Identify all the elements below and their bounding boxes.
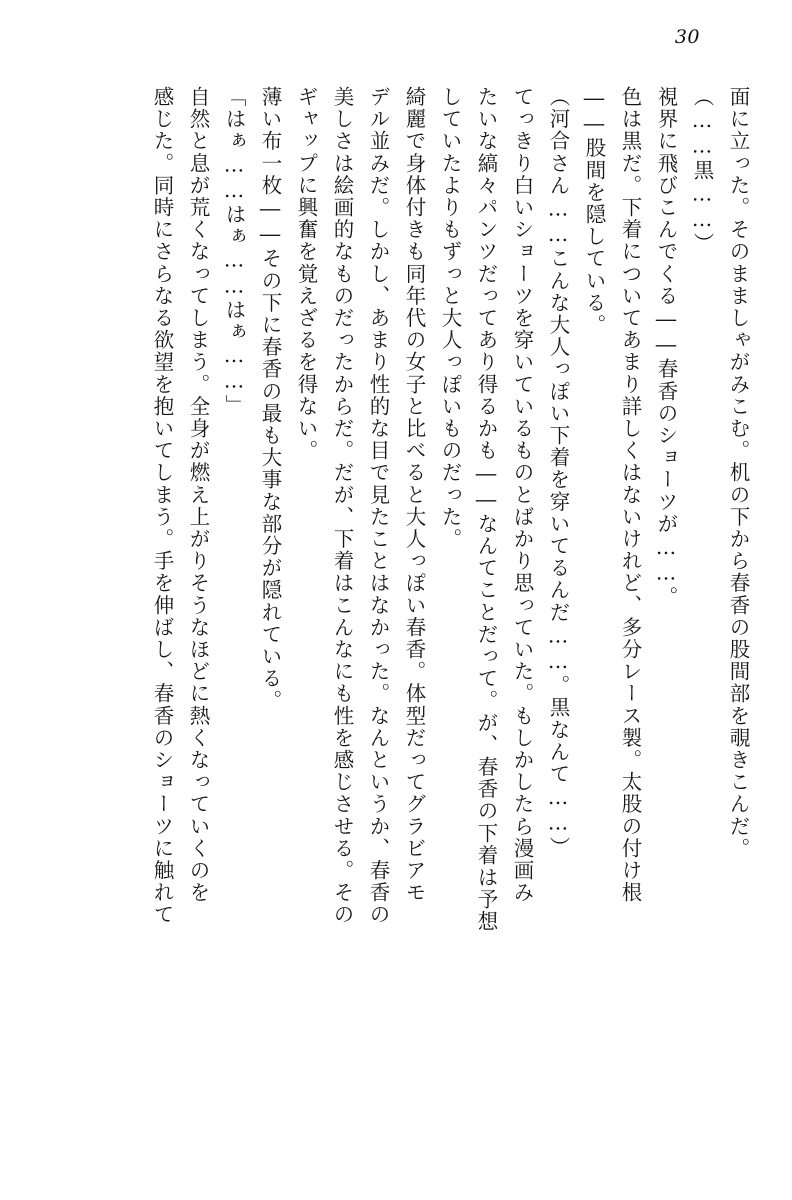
text-column: （河合さん……こんな大人っぽい下着を穿いてるんだ……。黒なんて……） (546, 86, 570, 859)
text-column: 視界に飛びこんでくる――春香のショーツが……。 (654, 86, 678, 609)
text-column: ――股間を隠している。 (582, 86, 606, 337)
text-column: 「はぁ……はぁ……はぁ……」 (222, 86, 246, 417)
text-column: 美しさは絵画的なものだったからだ。だが、下着はこんなにも性を感じさせる。その (330, 86, 354, 926)
page-number: 30 (674, 26, 700, 48)
text-column: 自然と息が荒くなってしまう。全身が燃え上がりそうなほどに熱くなっていくのを (186, 86, 210, 904)
text-column: （……黒……） (690, 86, 714, 255)
text-column: 綺麗で身体付きも同年代の女子と比べると大人っぽい春香。体型だってグラビアモ (402, 86, 426, 904)
text-column: 薄い布一枚――その下に春香の最も大事な部分が隠れている。 (258, 86, 282, 712)
text-column: 感じた。同時にさらなる欲望を抱いてしまう。手を伸ばし、春香のショーツに触れて (150, 86, 174, 926)
text-column: てっきり白いショーツを穿いているものとばかり思っていた。もしかしたら漫画み (510, 86, 534, 904)
text-column: ギャップに興奮を覚えざるを得ない。 (294, 86, 318, 462)
vertical-text-block (44, 86, 748, 1146)
text-column: デル並みだ。しかし、あまり性的な目で見たことはなかった。なんというか、春香の (366, 86, 390, 926)
text-column: たいな縞々パンツだってあり得るかも――なんてことだって。が、春香の下着は予想 (474, 86, 498, 933)
text-column: していたよりもずっと大人っぽいものだった。 (438, 86, 462, 551)
text-column: 面に立った。そのまましゃがみこむ。机の下から春香の股間部を覗きこんだ。 (726, 86, 750, 860)
text-column: 色は黒だ。下着についてあまり詳しくはないけれど、多分レース製。太股の付け根 (618, 86, 642, 904)
